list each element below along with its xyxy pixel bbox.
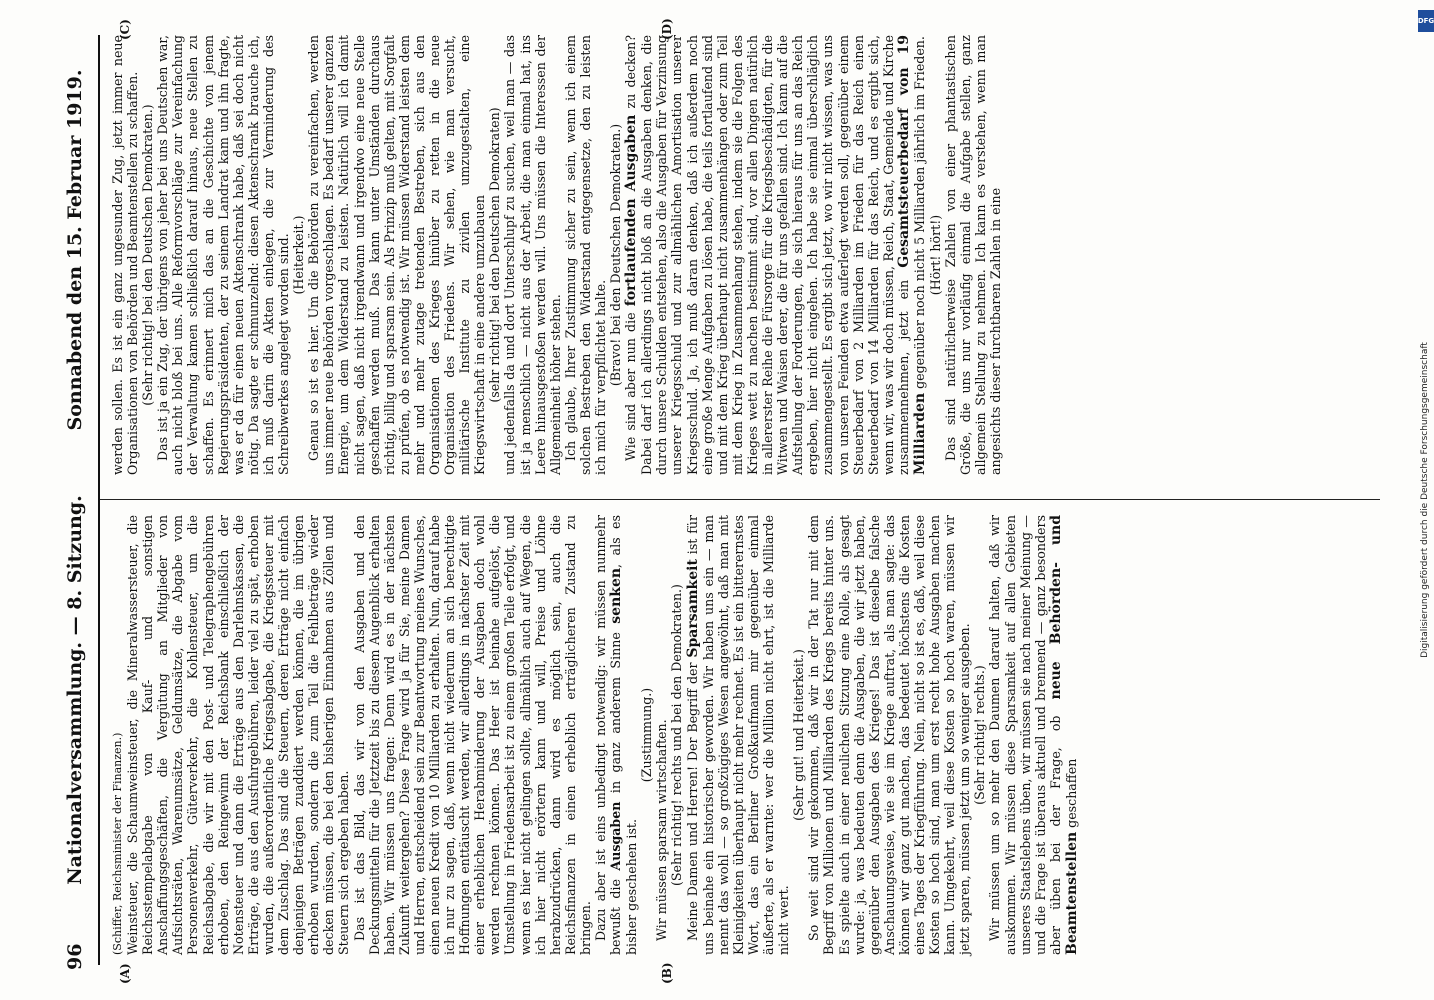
running-head-right: Sonnabend den 15. Februar 1919. bbox=[64, 69, 86, 431]
margin-marker-c: (C) bbox=[118, 19, 132, 40]
paragraph: Wie sind aber nun die fortlaufenden Ausgaben zu decken? Dabei darf ich allerdings nicht bloß an die Ausgaben denken, die durch unsere Schulden entstehen, also die Ausgaben für Verzinsung unserer Kriegsschuld und zur allmählichen Amortisation unserer Kriegsschuld. Ja, ich muß daran denken, daß ich außerdem noch eine große Menge Aufgaben zu lösen habe, die teils fortlaufend sind und mit dem Krieg überhaupt nicht zusammenhängen oder zum Teil mit dem Krieg in Zusammenhang stehen, indem sie die Folgen des Krieges wett zu machen bestimmt sind, vor allen Dingen natürlich in allererster Reihe die Fürsorge für die Kriegsbeschädigten, für die Witwen und Waisen derer, die für uns gefallen sind. Ich kann auf die Aufstellung der Forderungen, die sich hieraus für uns an das Reich ergeben, hier nicht eingehen. Ich habe sie einmal überschläglich zusammengestellt. Es ergibt sich jetzt, wo wir nicht wissen, was uns von unseren Feinden etwa auferlegt werden soll, gegenüber einem Steuerbedarf von 2 Milliarden im Frieden für das Reich einen Steuerbedarf von 14 Milliarden für das Reich, und es ergibt sich, wenn wir, was wir doch müssen, Reich, Staat, Gemeinde und Kirche zusammennehmen, jetzt ein Gesamtsteuerbedarf von 19 Milliarden gegenüber noch nicht 5 Milliarden jährlich im Frieden. bbox=[623, 35, 928, 475]
paragraph: Meine Damen und Herren! Der Begriff der Sparsamkeit ist für uns beinahe ein historischer geworden. Wir haben uns ein — man nennt das wohl — so großzügiges Wesen angewöhnt, daß man mit Kleinigkeiten überhaupt nicht mehr rechnet. Es ist ein bitterernstes Wort, das ein Berliner Großkaufmann mir gegenüber einmal äußerte, als er warnte: wer die Million nicht ehrt, ist die Milliarde nicht wert. bbox=[684, 514, 792, 955]
paragraph: und jedenfalls da und dort Unterschlupf zu suchen, weil man — das ist ja menschlich — nicht aus der Arbeit, die man einmal hat, ins Leere hinausgestoßen werden will. Uns müssen die Interessen der Allgemeinheit höher stehen. bbox=[502, 35, 563, 475]
column-divider bbox=[100, 499, 1380, 500]
dfg-logo-badge: DFG bbox=[1418, 10, 1434, 32]
paragraph: Das sind natürlicherweise Zahlen von einer phantastischen Größe, die uns nur vorläufig einmal die Aufgabe stellen, ganz allgemein Stellung zu nehmen. Ich kann es verstehen, wenn man angesichts dieser furchtbaren Zahlen in eine bbox=[943, 35, 1004, 475]
paragraph: Das ist ja ein Zug, der übrigens von jeher bei uns Deutschen war, auch nicht bloß bei uns. Alle Reformvorschläge zur Vereinfachung der Verwaltung kamen schließlich darauf hinaus, neue Stellen zu schaffen. Es erinnert mich das an die Geschichte von jenem Regierungspräsidenten, der zu seinem Landrat kam und ihn fragte, was er da für einen neuen Aktenschrank habe, daß sei doch nicht nötig. Da sagte er schmunzelnd: diesen Aktenschrank brauche ich, ich muß darin die Akten einlegen, die zur Verminderung des Schreibwerkes angelegt worden sind. bbox=[155, 35, 292, 475]
interjection: (sehr richtig! bei den Deutschen Demokraten) bbox=[487, 107, 503, 403]
digitization-note-text: Digitalisierung gefördert durch die Deutsche Forschungsgemeinschaft bbox=[1420, 342, 1431, 658]
paragraph: werden sollen. Es ist ein ganz ungesunder Zug, jetzt immer neue Organisationen von Behörden und Beamtenstellen zu schaffen. bbox=[110, 35, 141, 475]
page-number: 96 bbox=[64, 943, 86, 970]
interjection: (Zustimmung.) bbox=[639, 687, 655, 783]
margin-marker-b: (B) bbox=[660, 962, 674, 984]
paragraph: Wir müssen sparsam wirtschaften. bbox=[654, 719, 670, 941]
paragraph: Weinsteuer, die Schaumweinsteuer, die Mineralwassersteuer, die Reichsstempelabgabe von Kauf- und sonstigen Anschaffungsgeschäften, die Vergütung an Mitglieder von Aufsichtsräten, Warenumsätze, Geldumsätze, die Abgabe vom Personenverkehr, Güterverkehr, die Kohlensteuer, um die Reichsabgabe, die wir mit den Post- und Telegraphengebühren erhoben, den Reingewinn der Reichsbank einschließlich der Notensteuer und dann die Erträge aus den Darlehnskassen, die Erträge, die aus den Ausfuhrgebühren, leider viel zu spät, erhoben wurden, die außerordentliche Kriegsabgabe, die Kriegssteuer mit dem Zuschlag. Das sind die Steuern, deren Erträge nicht einfach denjenigen Beträgen zuaddiert werden können, die im übrigen erhoben wurden, sondern die zum Teil die Fehlbeträge wieder decken müssen, die bei den bisherigen Einnahmen aus Zöllen und Steuern sich ergeben haben. bbox=[125, 515, 352, 955]
interjection: (Sehr richtig! rechts und bei den Demokraten.) bbox=[669, 584, 685, 886]
interjection: (Sehr gut! und Heiterkeit.) bbox=[791, 649, 807, 821]
interjection: (Hört! hört!) bbox=[928, 214, 944, 296]
interjection: (Sehr richtig! rechts.) bbox=[972, 665, 988, 805]
running-head bbox=[58, 30, 92, 970]
digitization-note bbox=[1418, 10, 1432, 990]
margin-marker-d: (D) bbox=[660, 18, 674, 40]
interjection: (Sehr richtig! bei den Deutschen Demokraten.) bbox=[140, 104, 156, 406]
margin-marker-a: (A) bbox=[118, 963, 132, 984]
paragraph: Dazu aber ist eins unbedingt notwendig: wir müssen nunmehr bewußt die Ausgaben in ganz anderem Sinne senken, als es bisher geschehen ist. bbox=[593, 515, 640, 955]
header-rule bbox=[98, 35, 100, 965]
right-column bbox=[110, 35, 1004, 475]
paragraph: Das ist das Bild, das wir von den Ausgaben und den Deckungsmitteln für die Jetztzeit bis zu diesem Augenblick erhalten haben. Wir müssen uns fragen: Denn wird es in der nächsten Zukunft weitergehen? Diese Frage wird ja für Sie, meine Damen und Herren, entscheidend sein zur Beantwortung meines Wunsches, einen neuen Kredit von 10 Milliarden zu erhalten. Nun, darauf habe ich nur zu sagen, daß, wenn nicht wiederum an sich berechtigte Hoffnungen enttäuscht werden, wir allerdings in nächster Zeit mit einer erheblichen Herabminderung der Ausgaben doch wohl werden rechnen können. Das Heer ist beinahe aufgelöst, die Umstellung in Friedensarbeit ist zu einem großen Teile erfolgt, und wenn es hier nicht gelingen sollte, allmählich auch auf Wegen, die ich hier nicht erörtern kann und will, Preise und Löhne herabzudrücken, dann wird es möglich sein, auch die Reichsfinanzen in einen erheblich erträglicheren Zustand zu bringen. bbox=[351, 515, 593, 955]
running-head-left: Nationalversammlung. — 8. Sitzung. bbox=[64, 495, 86, 885]
interjection: (Heiterkeit.) bbox=[291, 215, 307, 295]
interjection: (Bravo! bei den Deutschen Demokraten.) bbox=[608, 123, 624, 387]
speaker-line: (Schiffer, Reichsminister der Finanzen.) bbox=[111, 732, 124, 955]
left-column bbox=[110, 515, 1080, 955]
paragraph: Genau so ist es hier. Um die Behörden zu vereinfachen, werden uns immer neue Behörden vorgeschlagen. Es bedarf unserer ganzen Energie, um dem Widerstand zu leisten. Natürlich will ich damit nicht sagen, daß nicht irgendwann und irgendwo eine neue Stelle geschaffen werden muß. Das kann unter Umständen durchaus richtig, billig und sparsam sein. Als Prinzip muß gelten, mit Sorgfalt zu prüfen, ob es notwendig ist. Wir müssen Widerstand leisten dem mehr und mehr zutage tretenden Bestreben, sich aus den Organisationen des Krieges hinüber zu retten in die neue Organisation des Friedens. Wir sehen, wie man versucht, militärische Institute zu zivilen umzugestalten, eine Kriegswirtschaft in eine andere umzubauen bbox=[306, 35, 488, 475]
paragraph: Ich glaube, Ihrer Zustimmung sicher zu sein, wenn ich einem solchen Bestreben den Widerstand entgegensetze, den zu leisten ich mich für verpflichtet halte. bbox=[562, 35, 608, 475]
paragraph: Wir müssen um so mehr den Daumen darauf halten, daß wir auskommen. Wir müssen diese Sparsamkeit auf allen Gebieten unseres Staatslebens üben, wir müssen sie nach meiner Meinung — und die Frage ist überaus aktuell und brennend — ganz besonders aber üben bei der Frage, ob neue Behörden- und Beamtenstellen geschaffen bbox=[987, 515, 1080, 955]
paragraph: So weit sind wir gekommen, daß wir in der Tat nur mit dem Begriff von Millionen und Milliarden des Kriegs bereits hinter uns. Es spielte auch in einer neulichen Sitzung eine Rolle, als gesagt wurde: ja, was bedeuten denn die Ausgaben, die wir jetzt haben, gegenüber den Ausgaben des Krieges! Das ist dieselbe falsche Anschauungsweise, wie sie im Kriege auftrat, als man sagte: das können wir ganz gut machen, das bedeutet höchstens die Kosten eines Tages der Kriegführung. Nein, nicht so ist es, daß, weil diese Kosten so hoch sind, man um erst recht hohe Ausgaben machen kann. Umgekehrt, weil diese Kosten so hoch waren, müssen wir jetzt sparen, müssen jetzt um so weniger ausgeben. bbox=[806, 515, 973, 955]
